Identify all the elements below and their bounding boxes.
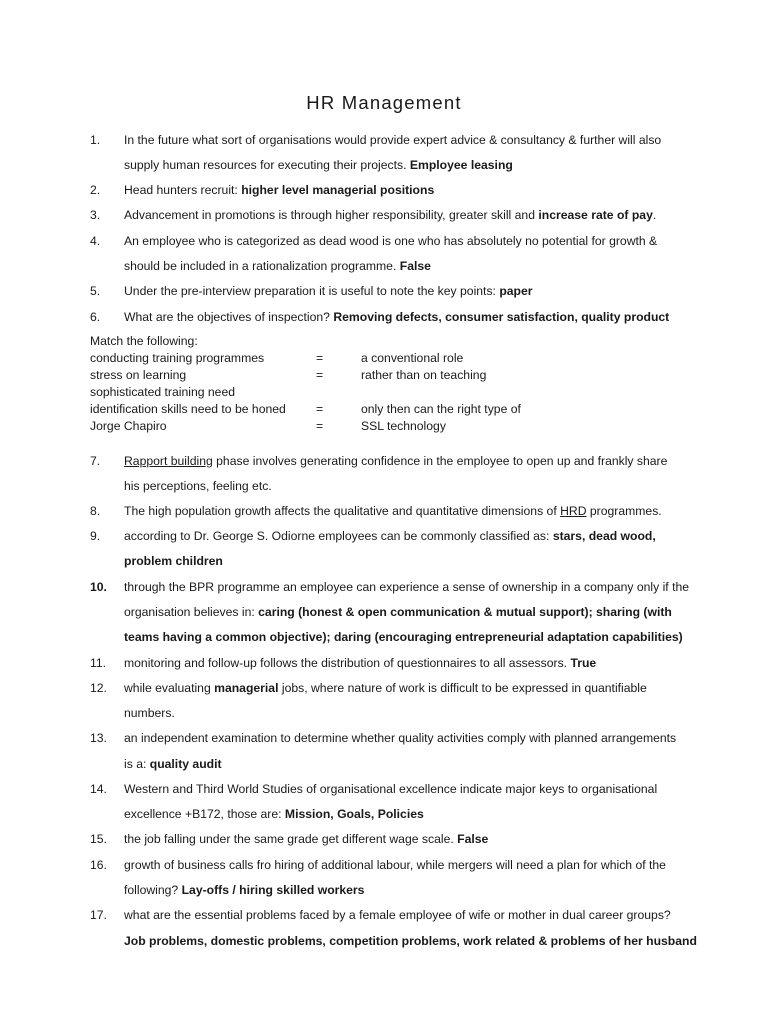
answer-text: higher level managerial positions: [241, 183, 435, 197]
question-number: 15.: [90, 832, 107, 846]
match-heading: Match the following:: [90, 334, 198, 348]
answer-text: Mission, Goals, Policies: [284, 807, 424, 821]
question-text-line: [124, 553, 724, 569]
answer-text: problem children: [124, 554, 223, 568]
question-number: 1.: [90, 133, 101, 147]
answer-text: stars, dead wood,: [552, 529, 656, 543]
answer-text: True: [570, 656, 597, 670]
question-number: 8.: [90, 504, 101, 518]
document-title: HR Management: [306, 92, 462, 113]
question-text-tail: programmes.: [586, 504, 662, 518]
question-text-line: [124, 258, 724, 274]
question-text: numbers.: [124, 706, 175, 720]
answer-text: Job problems, domestic problems, competition problems, work related & problems of her husband: [124, 934, 697, 948]
question-number: 7.: [90, 454, 101, 468]
question-number: 11.: [90, 656, 107, 670]
answer-text: teams having a common objective); daring (encouraging entrepreneurial adaptation capabilities): [124, 630, 683, 644]
question-text-tail: .: [652, 208, 657, 222]
answer-text: quality audit: [149, 757, 222, 771]
match-right-item: SSL technology: [361, 419, 446, 433]
question-text: is a:: [124, 757, 150, 771]
match-left-item: identification skills need to be honed: [90, 402, 286, 416]
match-equals: =: [316, 419, 324, 433]
question-text: Advancement in promotions is through higher responsibility, greater skill and: [124, 208, 539, 222]
question-text-line: [124, 157, 724, 173]
answer-text: caring (honest & open communication & mutual support); sharing (with: [258, 605, 672, 619]
answer-text: increase rate of pay: [538, 208, 653, 222]
match-left-item: sophisticated training need: [90, 385, 235, 399]
question-text: monitoring and follow-up follows the distribution of questionnaires to all assessors.: [124, 656, 571, 670]
question-text-line: [124, 503, 724, 519]
question-text: while evaluating: [124, 681, 215, 695]
question-text-line: [124, 907, 724, 923]
question-text: an independent examination to determine whether quality activities comply with planned arrangements: [124, 731, 677, 745]
question-text-line: [124, 831, 724, 847]
question-text: Under the pre-interview preparation it is useful to note the key points:: [124, 284, 500, 298]
question-text-line: [124, 629, 724, 645]
question-text: The high population growth affects the qualitative and quantitative dimensions of: [124, 504, 561, 518]
question-number: 9.: [90, 529, 101, 543]
answer-text: Employee leasing: [409, 158, 513, 172]
question-text: Western and Third World Studies of organisational excellence indicate major keys to organisational: [124, 782, 658, 796]
question-number: 2.: [90, 183, 101, 197]
question-text-line: [124, 453, 724, 469]
match-equals: =: [316, 368, 324, 382]
match-equals: =: [316, 351, 324, 365]
question-text: what are the essential problems faced by a female employee of wife or mother in dual career groups?: [124, 908, 671, 922]
question-number: 14.: [90, 782, 107, 796]
question-text-line: [124, 478, 724, 494]
match-equals: =: [316, 402, 324, 416]
question-text: should be included in a rationalization programme.: [124, 259, 400, 273]
question-text: An employee who is categorized as dead wood is one who has absolutely no potential for growth &: [124, 234, 658, 248]
question-text-line: [124, 730, 724, 746]
question-text: following?: [124, 883, 182, 897]
match-right-item: a conventional role: [361, 351, 464, 365]
question-text-line: [124, 806, 724, 822]
question-text: What are the objectives of inspection?: [124, 310, 334, 324]
answer-text: paper: [499, 284, 533, 298]
question-text: according to Dr. George S. Odiorne employees can be commonly classified as:: [124, 529, 553, 543]
question-text: excellence +B172, those are:: [124, 807, 285, 821]
question-text: his perceptions, feeling etc.: [124, 479, 272, 493]
question-text: supply human resources for executing their projects.: [124, 158, 410, 172]
question-text-line: [124, 882, 724, 898]
answer-text: Lay-offs / hiring skilled workers: [181, 883, 365, 897]
question-text-line: [124, 781, 724, 797]
question-text: through the BPR programme an employee can experience a sense of ownership in a company only if the: [124, 580, 690, 594]
question-text-line: [124, 283, 724, 299]
match-left-item: conducting training programmes: [90, 351, 265, 365]
match-left-item: Jorge Chapiro: [90, 419, 167, 433]
answer-text: False: [457, 832, 489, 846]
question-text-line: [124, 233, 724, 249]
question-text-line: [124, 933, 724, 949]
question-text: In the future what sort of organisations would provide expert advice & consultancy & further will also: [124, 133, 662, 147]
question-number: 12.: [90, 681, 107, 695]
question-text-line: [124, 756, 724, 772]
question-number: 17.: [90, 908, 107, 922]
question-text-line: [124, 207, 724, 223]
question-text: growth of business calls fro hiring of additional labour, while mergers will need a plan for which of the: [124, 858, 666, 872]
underlined-term: HRD: [560, 504, 587, 518]
question-number: 3.: [90, 208, 101, 222]
question-text-line: [124, 705, 724, 721]
question-number: 10.: [90, 580, 107, 594]
question-text-line: [124, 182, 724, 198]
question-number: 5.: [90, 284, 101, 298]
question-text-line: [124, 132, 724, 148]
question-text-tail: jobs, where nature of work is difficult to be expressed in quantifiable: [278, 681, 647, 695]
question-text-line: [124, 528, 724, 544]
question-text: phase involves generating confidence in the employee to open up and frankly share: [212, 454, 668, 468]
question-number: 16.: [90, 858, 107, 872]
question-text-line: [124, 655, 724, 671]
match-left-item: stress on learning: [90, 368, 187, 382]
underlined-term: Rapport building: [124, 454, 213, 468]
question-text-line: [124, 680, 724, 696]
question-text-line: [124, 579, 724, 595]
question-text-line: [124, 604, 724, 620]
question-number: 4.: [90, 234, 101, 248]
answer-text: False: [399, 259, 431, 273]
question-text-line: [124, 857, 724, 873]
question-text: the job falling under the same grade get different wage scale.: [124, 832, 458, 846]
question-text: Head hunters recruit:: [124, 183, 242, 197]
question-number: 6.: [90, 310, 101, 324]
answer-text: managerial: [214, 681, 279, 695]
question-text-line: [124, 309, 724, 325]
match-right-item: only then can the right type of: [361, 402, 521, 416]
match-right-item: rather than on teaching: [361, 368, 487, 382]
question-number: 13.: [90, 731, 107, 745]
answer-text: Removing defects, consumer satisfaction, quality product: [333, 310, 670, 324]
question-text: organisation believes in:: [124, 605, 259, 619]
